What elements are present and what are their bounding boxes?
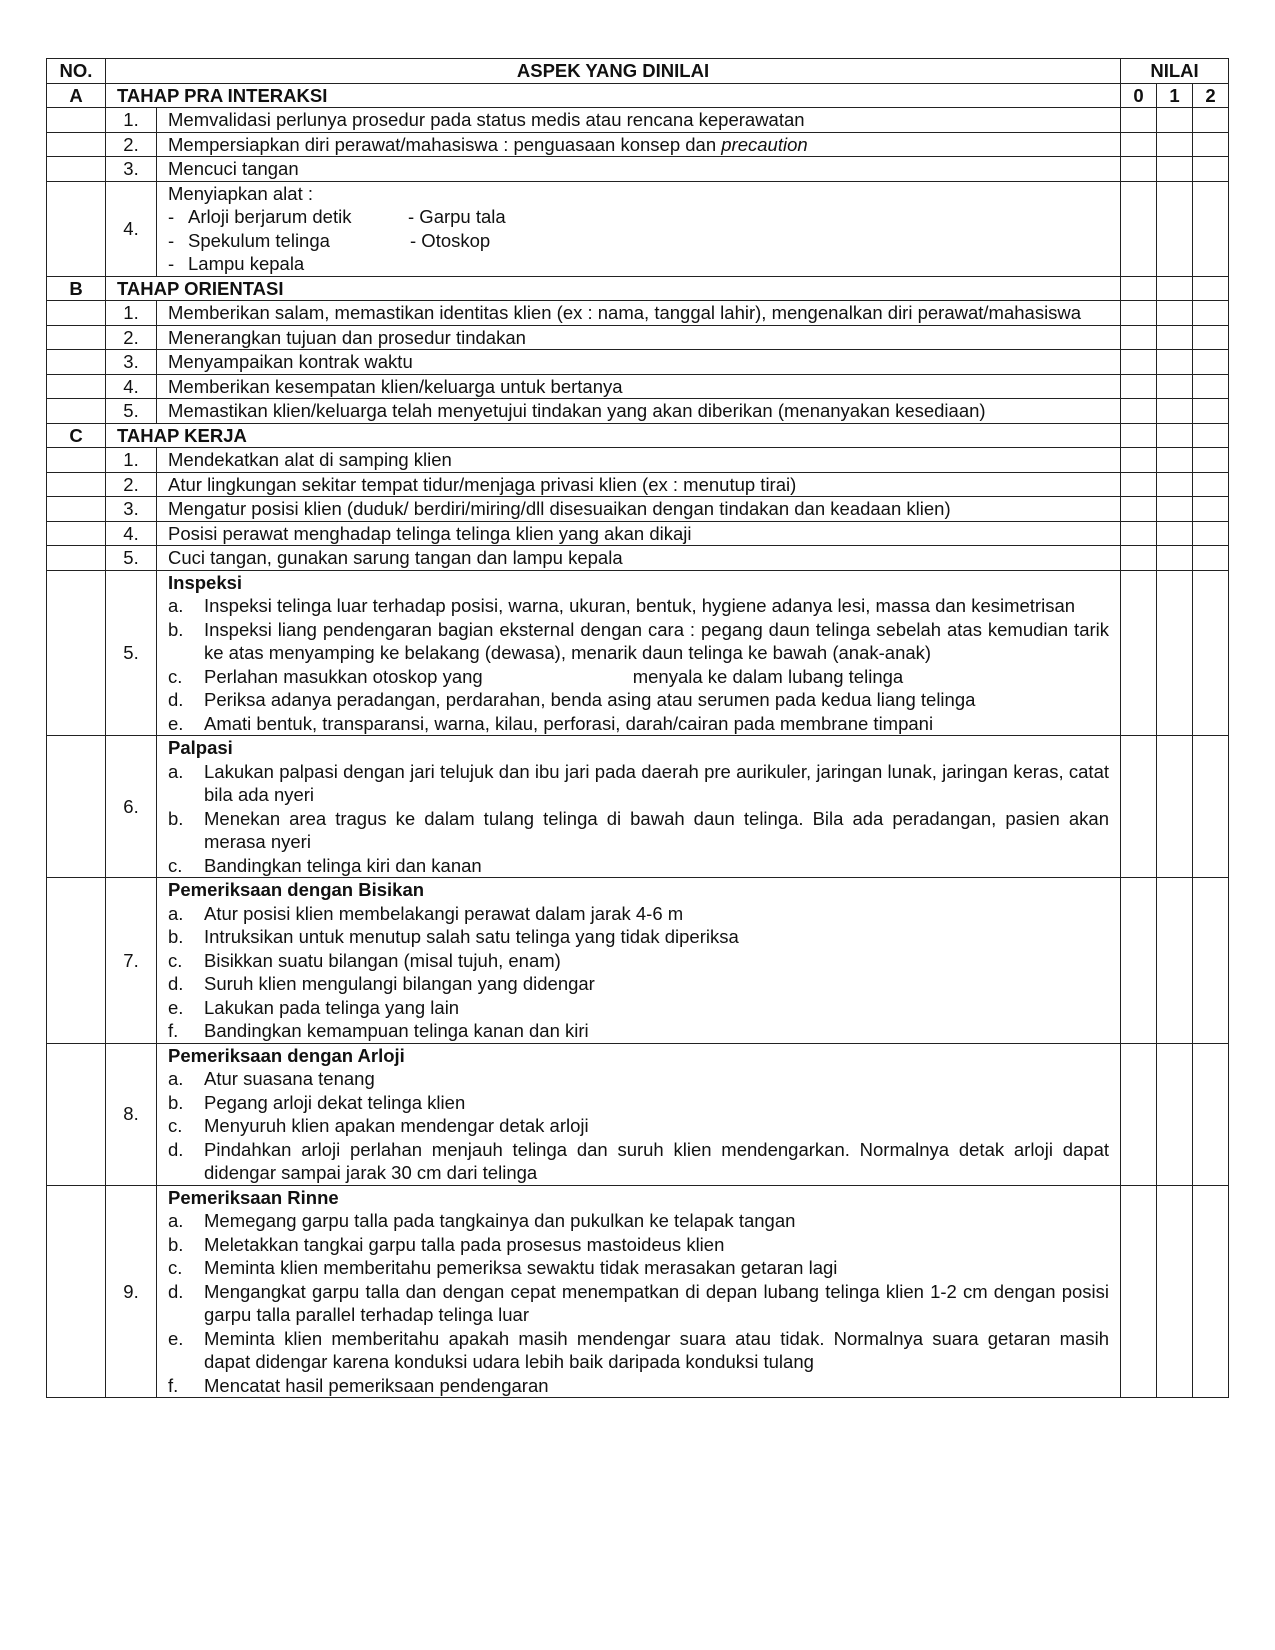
score-cell[interactable] [1193, 1185, 1229, 1398]
item-number: 2. [106, 132, 157, 157]
item-text [157, 350, 1121, 375]
item-text [157, 448, 1121, 473]
sub-text [204, 807, 1109, 854]
score-header: 1 [1157, 83, 1193, 108]
sub-step [168, 972, 1109, 996]
sub-text [204, 618, 1109, 665]
item-number: 5. [106, 570, 157, 736]
sub-letter: d. [168, 1138, 184, 1160]
empty-no-cell [47, 878, 106, 1044]
score-cell[interactable] [1121, 132, 1157, 157]
sub-text [204, 972, 1109, 996]
sub-step [168, 996, 1109, 1020]
sub-letter: c. [168, 1115, 183, 1136]
item-number: 2. [106, 472, 157, 497]
score-cell[interactable] [1157, 157, 1193, 182]
sub-letter: d. [168, 973, 184, 994]
sub-letter: b. [168, 926, 184, 947]
item-text [157, 399, 1121, 424]
item-text-main: Mempersiapkan diri perawat/mahasiswa : penguasaan konsep dan [168, 133, 722, 155]
sub-letter: d. [168, 1280, 184, 1302]
item-text-main: Memberikan salam, memastikan identitas klien (ex : nama, tanggal lahir), mengenalkan diri perawat/mahasiswa [168, 302, 1082, 323]
section-title: TAHAP PRA INTERAKSI [106, 83, 1121, 108]
tool-name: - Garpu tala [408, 206, 506, 227]
sub-step [168, 1091, 1109, 1115]
sub-step [168, 949, 1109, 973]
section-row [47, 423, 1229, 448]
sub-text-part: Lakukan palpasi dengan jari telujuk dan ibu jari pada daerah pre aurikuler, jaringan lunak, jaringan keras, catat bila ada nyeri [204, 760, 1109, 805]
score-cell[interactable] [1157, 301, 1193, 326]
sub-letter: a. [168, 595, 184, 616]
item-row [47, 472, 1229, 497]
item-title: Menyiapkan alat : [168, 182, 314, 204]
sub-text [204, 1067, 1109, 1091]
score-cell[interactable] [1193, 325, 1229, 350]
item-text-italic: precaution [721, 133, 808, 155]
sub-step [168, 807, 1109, 854]
sub-step [168, 925, 1109, 949]
empty-no-cell [47, 546, 106, 571]
item-text [157, 301, 1121, 326]
sub-letter: b. [168, 807, 184, 829]
sub-text [204, 1019, 1109, 1043]
sub-text [204, 688, 1109, 712]
sub-text-part: Amati bentuk, transparansi, warna, kilau, perforasi, darah/cairan pada membrane timpani [204, 712, 934, 734]
score-cell[interactable] [1121, 108, 1157, 133]
score-cell[interactable] [1193, 181, 1229, 276]
score-cell[interactable] [1157, 350, 1193, 375]
score-cell[interactable] [1193, 878, 1229, 1044]
sub-text [204, 1114, 1109, 1138]
sub-text-part: Meminta klien memberitahu pemeriksa sewaktu tidak merasakan getaran lagi [204, 1257, 838, 1278]
sub-text-part: Atur suasana tenang [204, 1068, 375, 1089]
item-row [47, 181, 1229, 276]
item-text-main: Posisi perawat menghadap telinga telinga klien yang akan dikaji [168, 522, 692, 544]
sub-letter: c. [168, 1257, 183, 1278]
score-cell[interactable] [1121, 570, 1157, 736]
item-number: 1. [106, 448, 157, 473]
empty-no-cell [47, 350, 106, 375]
item-text [157, 736, 1121, 878]
header-no: NO. [47, 59, 106, 84]
sub-step [168, 1209, 1109, 1233]
score-cell[interactable] [1157, 276, 1193, 301]
sub-letter: e. [168, 996, 184, 1018]
step-title: Pemeriksaan dengan Arloji [168, 1044, 405, 1066]
score-cell[interactable] [1121, 472, 1157, 497]
score-cell[interactable] [1121, 276, 1157, 301]
score-cell[interactable] [1121, 181, 1157, 276]
item-number: 1. [106, 301, 157, 326]
item-number: 6. [106, 736, 157, 878]
sub-text [204, 665, 1109, 689]
score-cell[interactable] [1193, 570, 1229, 736]
item-row [47, 448, 1229, 473]
tool-line: - Spekulum telinga - Otoskop [168, 229, 491, 251]
score-cell[interactable] [1193, 399, 1229, 424]
sub-step [168, 1374, 1109, 1398]
empty-no-cell [47, 374, 106, 399]
score-cell[interactable] [1121, 399, 1157, 424]
sub-text [204, 1209, 1109, 1233]
sub-letter: a. [168, 902, 184, 924]
item-number: 1. [106, 108, 157, 133]
item-text [157, 374, 1121, 399]
section-row [47, 276, 1229, 301]
score-cell[interactable] [1121, 521, 1157, 546]
item-text [157, 570, 1121, 736]
empty-no-cell [47, 472, 106, 497]
score-cell[interactable] [1193, 546, 1229, 571]
item-number: 3. [106, 497, 157, 522]
step-title: Pemeriksaan Rinne [168, 1186, 339, 1208]
section-letter: A [47, 83, 106, 108]
sub-text-part: Bisikkan suatu bilangan (misal tujuh, enam) [204, 949, 561, 971]
empty-no-cell [47, 570, 106, 736]
score-cell[interactable] [1193, 276, 1229, 301]
score-cell[interactable] [1157, 374, 1193, 399]
item-number: 3. [106, 157, 157, 182]
sub-step [168, 1233, 1109, 1257]
empty-no-cell [47, 448, 106, 473]
score-cell[interactable] [1121, 423, 1157, 448]
score-cell[interactable] [1157, 448, 1193, 473]
score-cell[interactable] [1121, 448, 1157, 473]
sub-text [204, 1280, 1109, 1327]
item-number: 4. [106, 374, 157, 399]
header-row [47, 59, 1229, 84]
tool-name: Spekulum telinga [188, 229, 330, 251]
score-header: 0 [1121, 83, 1157, 108]
sub-step [168, 712, 1109, 736]
sub-text-part: Inspeksi liang pendengaran bagian eksternal dengan cara : pegang daun telinga sebelah atas kemudian tarik ke atas menyamping ke belakang (dewasa), menarik daun telinga ke bawah (anak-anak) [204, 618, 1109, 663]
item-row [47, 736, 1229, 878]
sub-text [204, 996, 1109, 1020]
item-text [157, 181, 1121, 276]
empty-no-cell [47, 1185, 106, 1398]
empty-no-cell [47, 399, 106, 424]
score-cell[interactable] [1193, 301, 1229, 326]
sub-text-part: Perlahan masukkan otoskop yang [204, 665, 483, 687]
item-row [47, 521, 1229, 546]
score-header: 2 [1193, 83, 1229, 108]
score-cell[interactable] [1157, 546, 1193, 571]
score-cell[interactable] [1121, 878, 1157, 1044]
item-number: 7. [106, 878, 157, 1044]
sub-letter: e. [168, 712, 184, 734]
item-text-main: Memberikan kesempatan klien/keluarga untuk bertanya [168, 375, 623, 397]
sub-text-part: Bandingkan telinga kiri dan kanan [204, 854, 482, 876]
tool-line: - Lampu kepala [168, 252, 1109, 276]
score-cell[interactable] [1157, 423, 1193, 448]
item-row [47, 325, 1229, 350]
sub-text [204, 1233, 1109, 1257]
sub-text-part: Meletakkan tangkai garpu talla pada prosesus mastoideus klien [204, 1233, 725, 1255]
sub-text-part: Lakukan pada telinga yang lain [204, 996, 460, 1018]
item-row [47, 301, 1229, 326]
step-title: Inspeksi [168, 571, 243, 593]
item-text [157, 497, 1121, 522]
score-cell[interactable] [1157, 1185, 1193, 1398]
sub-step [168, 1280, 1109, 1327]
sub-letter: f. [168, 1020, 179, 1041]
item-number: 9. [106, 1185, 157, 1398]
sub-letter: c. [168, 665, 183, 687]
empty-no-cell [47, 325, 106, 350]
score-cell[interactable] [1157, 521, 1193, 546]
sub-step [168, 760, 1109, 807]
item-text-main: Menerangkan tujuan dan prosedur tindakan [168, 326, 526, 348]
sub-text [204, 925, 1109, 949]
score-cell[interactable] [1193, 736, 1229, 878]
item-row [47, 570, 1229, 736]
item-text [157, 132, 1121, 157]
item-text [157, 157, 1121, 182]
sub-step [168, 1138, 1109, 1185]
item-row [47, 1185, 1229, 1398]
item-row [47, 132, 1229, 157]
sub-text-part: Inspeksi telinga luar terhadap posisi, warna, ukuran, bentuk, hygiene adanya lesi, massa dan kesimetrisan [204, 595, 1076, 616]
score-cell[interactable] [1193, 132, 1229, 157]
empty-no-cell [47, 497, 106, 522]
sub-step [168, 902, 1109, 926]
item-text-main: Mencuci tangan [168, 158, 299, 179]
sub-text-part: Periksa adanya peradangan, perdarahan, benda asing atau serumen pada kedua liang telinga [204, 689, 976, 710]
sub-letter: a. [168, 1210, 184, 1231]
sub-text [204, 1327, 1109, 1374]
score-cell[interactable] [1193, 448, 1229, 473]
score-cell[interactable] [1121, 157, 1157, 182]
sub-letter: c. [168, 854, 183, 876]
item-number: 2. [106, 325, 157, 350]
item-row [47, 374, 1229, 399]
sub-step [168, 688, 1109, 712]
sub-text [204, 902, 1109, 926]
sub-step [168, 594, 1109, 618]
sub-letter: c. [168, 949, 183, 971]
score-cell[interactable] [1121, 374, 1157, 399]
item-row [47, 878, 1229, 1044]
item-row [47, 350, 1229, 375]
item-text [157, 1185, 1121, 1398]
item-row [47, 157, 1229, 182]
section-title: TAHAP ORIENTASI [106, 276, 1121, 301]
empty-no-cell [47, 157, 106, 182]
score-cell[interactable] [1121, 325, 1157, 350]
sub-step [168, 1327, 1109, 1374]
sub-text-part: Pindahkan arloji perlahan menjauh telinga dan suruh klien mendengarkan. Normalnya detak arloji dapat didengar sampai jarak 30 cm dari telinga [204, 1138, 1109, 1183]
item-text-main: Cuci tangan, gunakan sarung tangan dan lampu kepala [168, 547, 623, 568]
sub-text-part: Pegang arloji dekat telinga klien [204, 1091, 466, 1113]
score-cell[interactable] [1157, 181, 1193, 276]
sub-text-part: Memegang garpu talla pada tangkainya dan pukulkan ke telapak tangan [204, 1210, 796, 1231]
header-aspek: ASPEK YANG DINILAI [106, 59, 1121, 84]
item-number: 5. [106, 546, 157, 571]
score-cell[interactable] [1121, 546, 1157, 571]
item-text [157, 472, 1121, 497]
sub-step [168, 1019, 1109, 1043]
sub-text-part: Intruksikan untuk menutup salah satu telinga yang tidak diperiksa [204, 926, 739, 947]
item-text [157, 878, 1121, 1044]
empty-no-cell [47, 132, 106, 157]
score-cell[interactable] [1121, 1185, 1157, 1398]
sub-text-part: Suruh klien mengulangi bilangan yang didengar [204, 973, 595, 994]
sub-text-part: Menekan area tragus ke dalam tulang telinga di bawah daun telinga. Bila ada peradangan, pasien akan merasa nyeri [204, 807, 1109, 852]
score-cell[interactable] [1157, 570, 1193, 736]
step-title: Pemeriksaan dengan Bisikan [168, 879, 425, 900]
tool-name: - Otoskop [410, 229, 491, 251]
tool-name: Lampu kepala [188, 253, 305, 274]
sub-text [204, 712, 1109, 736]
item-number: 4. [106, 181, 157, 276]
score-cell[interactable] [1121, 301, 1157, 326]
empty-no-cell [47, 181, 106, 276]
empty-no-cell [47, 736, 106, 878]
sub-text [204, 1091, 1109, 1115]
score-cell[interactable] [1193, 108, 1229, 133]
sub-letter: f. [168, 1374, 179, 1396]
score-cell[interactable] [1157, 325, 1193, 350]
item-number: 4. [106, 521, 157, 546]
item-number: 5. [106, 399, 157, 424]
item-text-main: Memastikan klien/keluarga telah menyetujui tindakan yang akan diberikan (menanyakan kesediaan) [168, 400, 986, 421]
score-cell[interactable] [1157, 132, 1193, 157]
sub-letter: e. [168, 1327, 184, 1349]
item-text [157, 521, 1121, 546]
item-row [47, 399, 1229, 424]
assessment-table [46, 58, 1229, 1398]
tool-name: Arloji berjarum detik [188, 206, 352, 227]
score-cell[interactable] [1193, 472, 1229, 497]
sub-text [204, 760, 1109, 807]
section-letter: C [47, 423, 106, 448]
item-text-main: Menyampaikan kontrak waktu [168, 351, 413, 372]
score-cell[interactable] [1157, 1043, 1193, 1185]
item-text [157, 546, 1121, 571]
score-cell[interactable] [1157, 497, 1193, 522]
sub-step [168, 1114, 1109, 1138]
score-cell[interactable] [1157, 878, 1193, 1044]
score-cell[interactable] [1193, 497, 1229, 522]
sub-step [168, 665, 1109, 689]
score-cell[interactable] [1193, 1043, 1229, 1185]
score-cell[interactable] [1193, 521, 1229, 546]
section-title: TAHAP KERJA [106, 423, 1121, 448]
empty-no-cell [47, 1043, 106, 1185]
item-text-main: Atur lingkungan sekitar tempat tidur/menjaga privasi klien (ex : menutup tirai) [168, 473, 797, 495]
item-row [47, 497, 1229, 522]
score-cell[interactable] [1157, 472, 1193, 497]
score-cell[interactable] [1157, 736, 1193, 878]
item-number: 8. [106, 1043, 157, 1185]
score-cell[interactable] [1193, 157, 1229, 182]
sub-text [204, 594, 1109, 618]
sub-text [204, 1138, 1109, 1185]
sub-step [168, 618, 1109, 665]
score-cell[interactable] [1121, 736, 1157, 878]
empty-no-cell [47, 108, 106, 133]
score-cell[interactable] [1121, 497, 1157, 522]
item-row [47, 546, 1229, 571]
section-letter: B [47, 276, 106, 301]
score-cell[interactable] [1157, 108, 1193, 133]
sub-text [204, 1256, 1109, 1280]
sub-letter: b. [168, 1091, 184, 1113]
score-cell[interactable] [1121, 350, 1157, 375]
item-row [47, 1043, 1229, 1185]
sub-text-part: Bandingkan kemampuan telinga kanan dan kiri [204, 1020, 589, 1041]
empty-no-cell [47, 521, 106, 546]
sub-text-part: Mencatat hasil pemeriksaan pendengaran [204, 1374, 549, 1396]
tool-line: - Arloji berjarum detik - Garpu tala [168, 206, 506, 227]
sub-step [168, 1256, 1109, 1280]
item-text [157, 108, 1121, 133]
sub-text-part: Atur posisi klien membelakangi perawat dalam jarak 4-6 m [204, 902, 684, 924]
sub-letter: d. [168, 689, 184, 710]
score-cell[interactable] [1193, 350, 1229, 375]
item-row [47, 108, 1229, 133]
item-text [157, 325, 1121, 350]
sub-text-part: Menyuruh klien apakan mendengar detak arloji [204, 1115, 589, 1136]
item-number: 3. [106, 350, 157, 375]
step-title: Palpasi [168, 737, 233, 758]
score-cell[interactable] [1157, 399, 1193, 424]
item-text-main: Mengatur posisi klien (duduk/ berdiri/miring/dll disesuaikan dengan tindakan dan keadaan klien) [168, 498, 951, 519]
sub-text [204, 949, 1109, 973]
score-cell[interactable] [1121, 1043, 1157, 1185]
score-cell[interactable] [1193, 423, 1229, 448]
sub-letter: b. [168, 1233, 184, 1255]
sub-letter: a. [168, 760, 184, 782]
item-text [157, 1043, 1121, 1185]
empty-no-cell [47, 301, 106, 326]
section-row [47, 83, 1229, 108]
sub-text-part: menyala ke dalam lubang telinga [632, 665, 904, 687]
sub-step [168, 1067, 1109, 1091]
sub-text-part: Meminta klien memberitahu apakah masih mendengar suara atau tidak. Normalnya suara getaran masih dapat didengar karena konduksi udara lebih baik daripada konduksi tulang [204, 1327, 1109, 1372]
sub-text [204, 1374, 1109, 1398]
score-cell[interactable] [1193, 374, 1229, 399]
sub-step [168, 854, 1109, 878]
sub-letter: a. [168, 1068, 184, 1089]
header-nilai: NILAI [1121, 59, 1229, 84]
sub-text-part: Mengangkat garpu talla dan dengan cepat menempatkan di depan lubang telinga klien 1-2 cm dengan posisi garpu talla parallel terhadap telinga luar [204, 1280, 1109, 1325]
sub-letter: b. [168, 618, 184, 640]
item-text-main: Mendekatkan alat di samping klien [168, 449, 452, 470]
item-text-main: Memvalidasi perlunya prosedur pada status medis atau rencana keperawatan [168, 109, 805, 130]
sub-text [204, 854, 1109, 878]
